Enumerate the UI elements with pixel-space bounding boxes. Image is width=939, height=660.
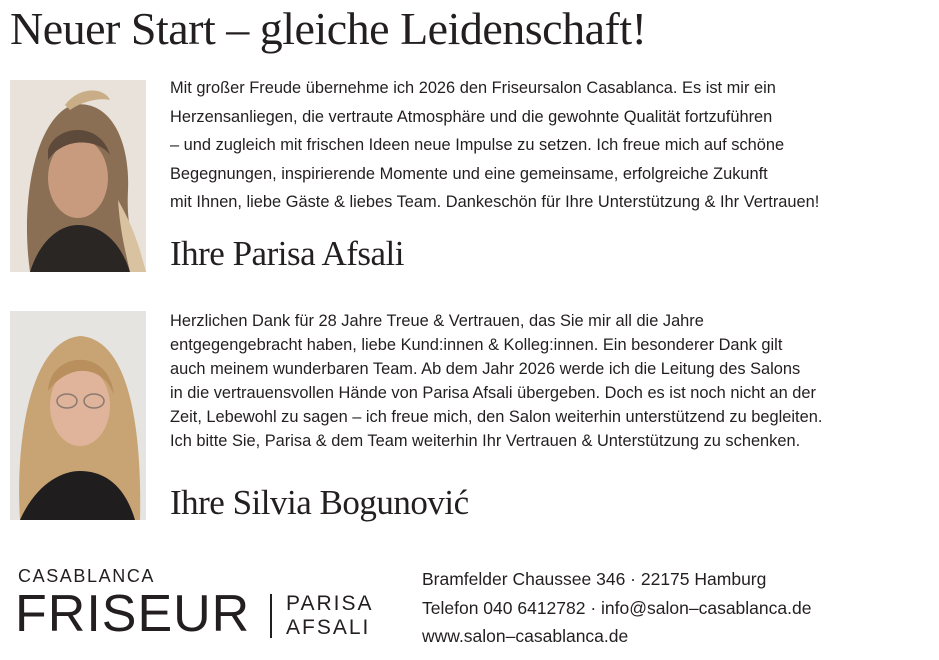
text-line: Begegnungen, inspirierende Momente und eine gemeinsame, erfolgreiche Zukunft: [170, 164, 768, 183]
text-line: Ich bitte Sie, Parisa & dem Team weiterhin Ihr Vertrauen & Unterstützung zu schenken.: [170, 432, 801, 450]
text-line: Herzlichen Dank für 28 Jahre Treue & Vertrauen, das Sie mir all die Jahre: [170, 312, 704, 330]
address: Bramfelder Chaussee 346 · 22175 Hamburg: [422, 569, 767, 589]
text-line: Herzensanliegen, die vertraute Atmosphäre und die gewohnte Qualität fortzuführen: [170, 107, 773, 126]
farewell-paragraph-silvia: [170, 309, 822, 453]
portrait-photo-silvia: [10, 311, 146, 520]
logo-owner-name: [286, 592, 373, 640]
logo-name-line: PARISA: [286, 592, 374, 615]
logo-divider: [270, 594, 272, 638]
headline: Neuer Start – gleiche Leidenschaft!: [10, 3, 647, 54]
phone-email: Telefon 040 6412782 · info@salon–casablanca.de: [422, 597, 812, 618]
text-line: Mit großer Freude übernehme ich 2026 den Friseursalon Casablanca. Es ist mir ein: [170, 79, 776, 97]
text-line: in die vertrauensvollen Hände von Parisa Afsali übergeben. Doch es ist noch nicht an der: [170, 384, 816, 402]
logo-name-line: AFSALI: [286, 616, 371, 639]
text-line: entgegengebracht haben, liebe Kund:innen & Kolleg:innen. Ein besonderer Dank gilt: [170, 336, 783, 354]
signature-parisa: Ihre Parisa Afsali: [170, 234, 404, 273]
portrait-photo-parisa: [10, 80, 146, 272]
text-line: mit Ihnen, liebe Gäste & liebes Team. Dankeschön für Ihre Unterstützung & Ihr Vertrauen!: [170, 193, 820, 211]
logo-friseur: FRISEUR: [15, 585, 251, 643]
text-line: auch meinem wunderbaren Team. Ab dem Jahr 2026 werde ich die Leitung des Salons: [170, 360, 801, 378]
text-line: Zeit, Lebewohl zu sagen – ich freue mich, den Salon weiterhin unterstützend zu begleiten.: [170, 408, 823, 426]
website: www.salon–casablanca.de: [422, 626, 629, 646]
contact-info: [422, 565, 811, 651]
text-line: – und zugleich mit frischen Ideen neue Impulse zu setzen. Ich freue mich auf schöne: [170, 136, 785, 154]
intro-paragraph-parisa: [170, 74, 819, 217]
logo-casablanca: CASABLANCA: [18, 566, 156, 586]
signature-silvia: Ihre Silvia Bogunović: [170, 483, 469, 522]
